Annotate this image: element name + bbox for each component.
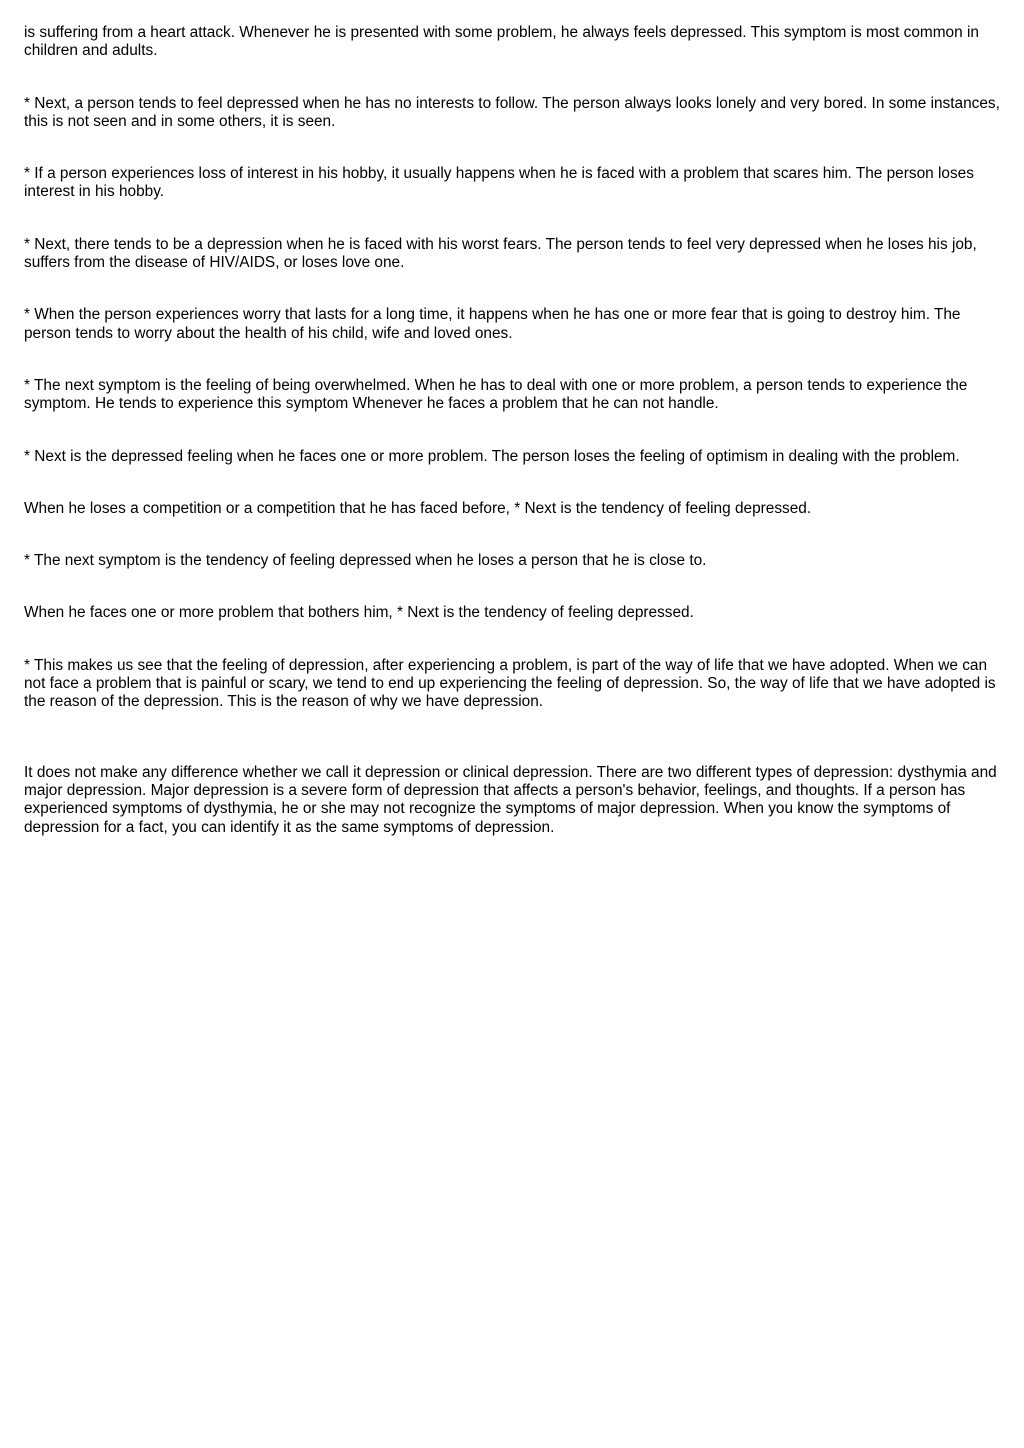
paragraph-long-worry: * When the person experiences worry that lasts for a long time, it happens when he has one or more fear that is going to destroy him. The person tends to worry about the health of his child, wife and loved ones. bbox=[24, 306, 961, 342]
paragraph-loses-competition: When he loses a competition or a competition that he has faced before, * Next is the tendency of feeling depressed. bbox=[24, 499, 812, 517]
paragraph-types-of-depression: It does not make any difference whether we call it depression or clinical depression. There are two different types of depression: dysthymia and major depression. Major depression is a severe form of depression that affects a person's behavior, feelings, and thoughts. If a person has experienced symptoms of dysthymia, he or she may not recognize the symptoms of major depression. When you know the symptoms of depression for a fact, you can identify it as the same symptoms of depression. bbox=[24, 763, 997, 836]
paragraph-worst-fears: * Next, there tends to be a depression when he is faced with his worst fears. The person tends to feel very depressed when he loses his job, suffers from the disease of HIV/AIDS, or loses love one. bbox=[24, 235, 977, 272]
paragraph-overwhelmed: * The next symptom is the feeling of being overwhelmed. When he has to deal with one or more problem, a person tends to experience the symptom. He tends to experience this symptom Whenever he faces a problem that he can not handle. bbox=[24, 376, 968, 413]
document-page bbox=[24, 24, 1004, 871]
paragraph-loss-of-optimism: * Next is the depressed feeling when he faces one or more problem. The person loses the feeling of optimism in dealing with the problem. bbox=[24, 447, 960, 465]
paragraph-bothering-problem: When he faces one or more problem that bothers him, * Next is the tendency of feeling depressed. bbox=[24, 604, 694, 622]
paragraph-heart-attack: is suffering from a heart attack. Whenever he is presented with some problem, he always feels depressed. This symptom is most common in children and adults. bbox=[24, 24, 979, 60]
paragraph-loses-close-person: * The next symptom is the tendency of feeling depressed when he loses a person that he is close to. bbox=[24, 552, 707, 570]
paragraph-loss-of-hobby-interest: * If a person experiences loss of interest in his hobby, it usually happens when he is faced with a problem that scares him. The person loses interest in his hobby. bbox=[24, 165, 974, 201]
paragraph-no-interests: * Next, a person tends to feel depressed when he has no interests to follow. The person always looks lonely and very bored. In some instances, this is not seen and in some others, it is seen. bbox=[24, 94, 1000, 130]
paragraph-way-of-life: * This makes us see that the feeling of depression, after experiencing a problem, is part of the way of life that we have adopted. When we can not face a problem that is painful or scary, we tend to end up experiencing the feeling of depression. So, the way of life that we have adopted is the reason of the depression. This is the reason of why we have depression. bbox=[24, 656, 996, 711]
